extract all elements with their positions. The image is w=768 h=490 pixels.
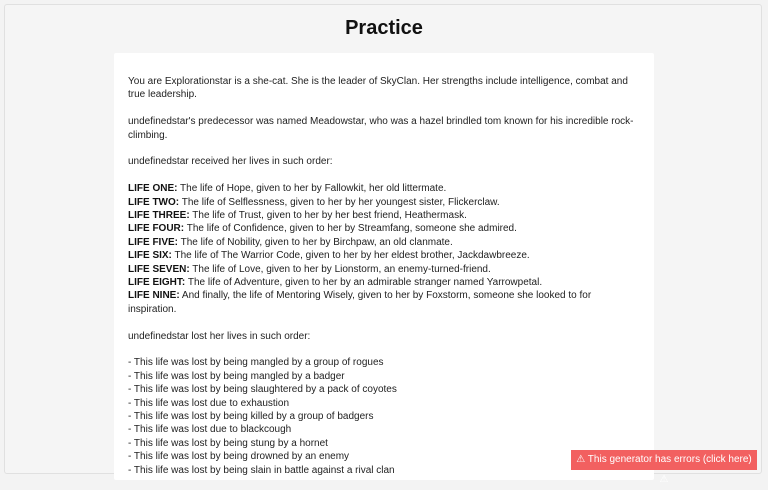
life-item xyxy=(128,263,640,276)
lives-received-list xyxy=(128,182,640,316)
life-text: The life of The Warrior Code, given to her by her eldest brother, Jackdawbreeze. xyxy=(171,250,530,262)
lost-life-item: - This life was lost due to exhaustion xyxy=(128,397,290,409)
life-item xyxy=(128,289,640,316)
life-item xyxy=(128,236,640,249)
life-label: LIFE FIVE: xyxy=(128,236,178,248)
generator-output-card xyxy=(114,53,654,480)
lives-lost-heading: undefinedstar lost her lives in such order: xyxy=(128,330,311,342)
life-item xyxy=(128,276,640,289)
spacer xyxy=(128,316,640,329)
lost-life-item: - This life was lost due to blackcough xyxy=(128,424,292,436)
life-label: LIFE TWO: xyxy=(128,196,180,208)
lost-life-item: - This life was lost by being slain in battle against a rival clan xyxy=(128,464,395,476)
lost-life-item: - This life was lost by being killed by a group of badgers xyxy=(128,411,374,423)
life-text: The life of Hope, given to her by Fallowkit, her old littermate. xyxy=(177,183,447,195)
life-item xyxy=(128,249,640,262)
lost-life-item: - This life was lost by being slaughtered by a pack of coyotes xyxy=(128,384,397,396)
life-text: And finally, the life of Mentoring Wisely, given to her by Foxstorm, someone she looked to for inspiration. xyxy=(128,290,592,315)
life-item xyxy=(128,222,640,235)
life-text: The life of Love, given to her by Lionstorm, an enemy-turned-friend. xyxy=(189,263,491,275)
lost-life-item: - This life was lost by being mangled by a badger xyxy=(128,370,345,382)
lost-life-item: - This life was lost by being drowned by an enemy xyxy=(128,451,350,463)
lost-life-item: - This life was lost by being stung by a hornet xyxy=(128,437,328,449)
lost-life-item: - This life was lost by being mangled by a group of rogues xyxy=(128,357,384,369)
life-label: LIFE SIX: xyxy=(128,250,172,262)
life-item xyxy=(128,209,640,222)
life-item xyxy=(128,182,640,195)
life-label: LIFE NINE: xyxy=(128,290,180,302)
spacer xyxy=(128,102,640,115)
spacer xyxy=(128,169,640,182)
predecessor-text: undefinedstar's predecessor was named Meadowstar, who was a hazel brindled tom known for his incredible rock-climbing. xyxy=(128,116,634,141)
life-text: The life of Trust, given to her by her best friend, Heathermask. xyxy=(189,210,467,222)
spacer xyxy=(128,142,640,155)
life-text: The life of Selflessness, given to her by her youngest sister, Flickerclaw. xyxy=(179,196,500,208)
page-title: Practice xyxy=(345,17,423,39)
life-text: The life of Confidence, given to her by Streamfang, someone she admired. xyxy=(184,223,517,235)
life-text: The life of Adventure, given to her by an admirable stranger named Yarrowpetal. xyxy=(185,277,543,289)
generator-errors-button[interactable]: ⚠ This generator has errors (click here) ⚠ xyxy=(571,450,757,470)
life-label: LIFE ONE: xyxy=(128,183,178,195)
life-label: LIFE SEVEN: xyxy=(128,263,190,275)
life-label: LIFE FOUR: xyxy=(128,223,185,235)
life-label: LIFE EIGHT: xyxy=(128,277,186,289)
life-item xyxy=(128,196,640,209)
intro-text: You are Explorationstar is a she-cat. She is the leader of SkyClan. Her strengths include intelligence, combat and true leadership. xyxy=(128,76,628,101)
lives-received-heading: undefinedstar received her lives in such order: xyxy=(128,156,333,168)
life-text: The life of Nobility, given to her by Birchpaw, an old clanmate. xyxy=(178,236,453,248)
lives-lost-list xyxy=(128,356,640,477)
spacer xyxy=(128,343,640,356)
life-label: LIFE THREE: xyxy=(128,210,190,222)
